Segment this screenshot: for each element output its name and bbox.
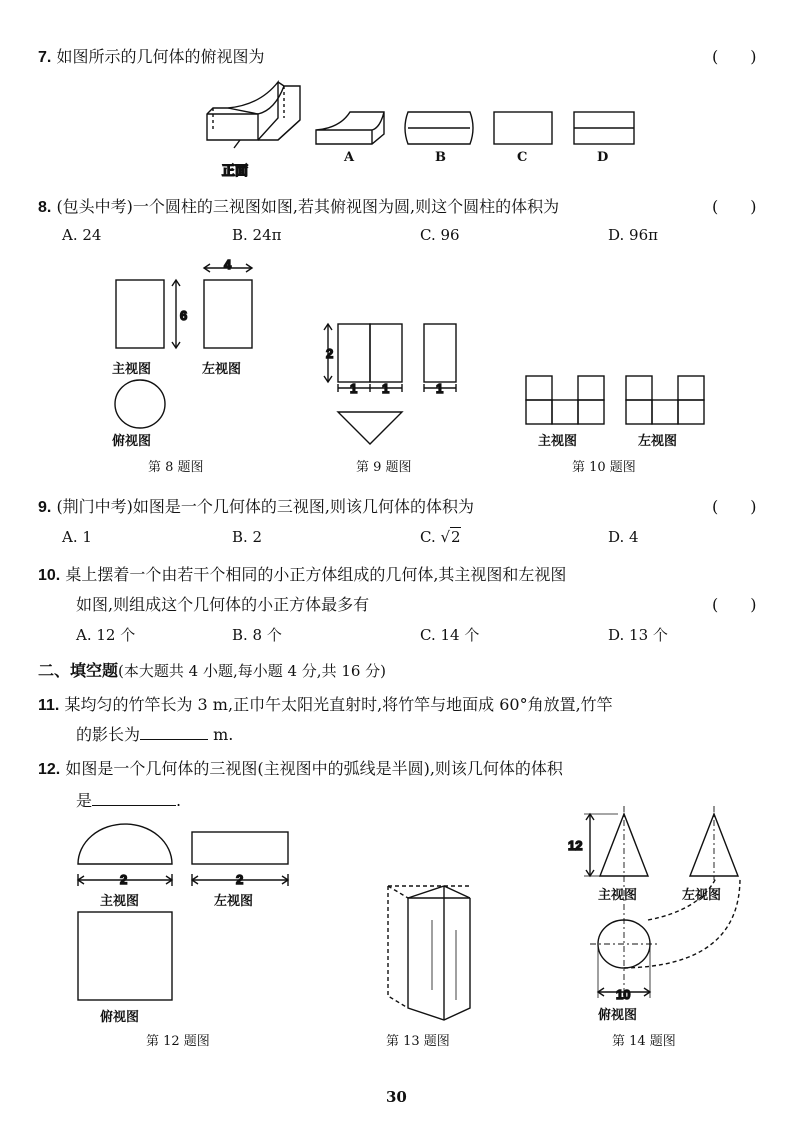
q10-number: 10. xyxy=(38,567,61,584)
q12-number: 12. xyxy=(38,761,61,778)
q7-option-a-figure xyxy=(316,112,384,144)
q12-answer-blank[interactable] xyxy=(92,790,176,806)
q9-option-c-sqrt-sign: √ xyxy=(440,528,451,546)
q9-top-view xyxy=(338,412,402,444)
q8-option-d: D. 96π xyxy=(608,226,658,244)
q12-top-view xyxy=(78,912,172,1000)
q8-answer-paren: ( ) xyxy=(712,197,757,216)
q7-solid-figure xyxy=(207,82,300,148)
q11-stem-pre: 的影长为 xyxy=(76,725,141,744)
q10-text-line1 xyxy=(38,562,566,585)
q8-text xyxy=(38,194,559,217)
q12-caption: 第 12 题图 xyxy=(146,1034,210,1049)
q12-text-line2 xyxy=(76,788,181,811)
q7-option-b-label: B xyxy=(435,150,446,165)
q9-stem: (荆门中考)如图是一个几何体的三视图,则该几何体的体积为 xyxy=(56,497,475,516)
q9-option-a: A. 1 xyxy=(62,528,92,546)
q8-top-view xyxy=(115,380,165,428)
q10-answer-paren: ( ) xyxy=(712,595,757,614)
q8-number: 8. xyxy=(38,199,52,216)
section2-heading xyxy=(38,658,386,681)
q9-option-c xyxy=(420,528,461,546)
q7-number: 7. xyxy=(38,49,52,66)
section2-note: (本大题共 4 小题,每小题 4 分,共 16 分) xyxy=(118,662,387,680)
q7-option-a-label: A xyxy=(344,150,355,165)
q14-caption: 第 14 题图 xyxy=(612,1034,676,1049)
q7-front-label: 正面 xyxy=(222,163,249,178)
q8-option-b: B. 24π xyxy=(232,226,282,244)
q10-front-label: 主视图 xyxy=(538,434,578,449)
q12-dim-front: 2 xyxy=(120,872,128,887)
q14-figure xyxy=(584,806,740,1000)
q14-dim-width: 10 xyxy=(616,987,631,1002)
q8-option-c: C. 96 xyxy=(420,226,460,244)
q14-left-label: 左视图 xyxy=(682,888,722,903)
q11-number: 11. xyxy=(38,697,60,714)
q9-dim-3: 1 xyxy=(436,381,444,396)
q10-stem-line1: 桌上摆着一个由若干个相同的小正方体组成的几何体,其主视图和左视图 xyxy=(65,565,567,584)
q8-left-view xyxy=(204,280,252,348)
q7-stem: 如图所示的几何体的俯视图为 xyxy=(56,47,265,66)
q9-dim-height: 2 xyxy=(326,346,334,361)
q7-answer-paren: ( ) xyxy=(712,47,757,66)
q8-stem: (包头中考)一个圆柱的三视图如图,若其俯视图为圆,则这个圆柱的体积为 xyxy=(56,197,560,216)
q9-option-b: B. 2 xyxy=(232,528,263,546)
q8-dim-width: 4 xyxy=(224,257,232,272)
q12-text-line1 xyxy=(38,756,563,779)
section2-title: 二、填空题 xyxy=(38,661,119,680)
q8-left-label: 左视图 xyxy=(202,362,242,377)
q8-front-label: 主视图 xyxy=(112,362,152,377)
page-number: 30 xyxy=(386,1088,407,1106)
q12-left-label: 左视图 xyxy=(214,894,254,909)
q13-caption: 第 13 题图 xyxy=(386,1034,450,1049)
q9-option-c-sqrt-value: 2 xyxy=(451,528,461,546)
q10-left-label: 左视图 xyxy=(638,434,678,449)
q8-top-label: 俯视图 xyxy=(112,434,152,449)
q7-option-c-label: C xyxy=(517,150,528,165)
q13-prism-figure xyxy=(388,886,470,1020)
q12-stem-post: . xyxy=(176,791,182,810)
q9-text xyxy=(38,494,474,517)
q10-stem-line2: 如图,则组成这个几何体的小正方体最多有 xyxy=(76,595,370,614)
q14-front-label: 主视图 xyxy=(598,888,638,903)
q12-stem-line1: 如图是一个几何体的三视图(主视图中的弧线是半圆),则该几何体的体积 xyxy=(65,759,563,778)
q12-figure xyxy=(78,824,288,1000)
q11-text-line2 xyxy=(76,722,233,745)
q12-front-view xyxy=(78,824,172,864)
q8-caption: 第 8 题图 xyxy=(148,460,204,475)
q8-option-a: A. 24 xyxy=(62,226,102,244)
q10-option-d: D. 13 个 xyxy=(608,626,668,644)
q9-dim-1: 1 xyxy=(350,381,358,396)
q10-figure xyxy=(526,376,704,424)
q12-left-view xyxy=(192,832,288,864)
q9-number: 9. xyxy=(38,499,52,516)
q12-front-label: 主视图 xyxy=(100,894,140,909)
q14-top-label: 俯视图 xyxy=(598,1008,638,1023)
q12-top-label: 俯视图 xyxy=(100,1010,140,1025)
q8-figure xyxy=(115,264,252,428)
q8-front-view xyxy=(116,280,164,348)
q9-answer-paren: ( ) xyxy=(712,497,757,516)
q7-option-c-figure xyxy=(494,112,552,144)
q11-stem-line1: 某均匀的竹竿长为 3 m,正巾午太阳光直射时,将竹竿与地面成 60°角放置,竹竿 xyxy=(64,695,613,714)
q14-dim-height: 12 xyxy=(568,838,583,853)
q10-option-c: C. 14 个 xyxy=(420,626,480,644)
q8-dim-height: 6 xyxy=(180,308,188,323)
q11-answer-blank[interactable] xyxy=(140,724,208,740)
q9-option-c-prefix: C. xyxy=(420,528,441,546)
q10-option-a: A. 12 个 xyxy=(76,626,136,644)
q9-dim-2: 1 xyxy=(382,381,390,396)
q11-stem-post: m. xyxy=(208,725,234,744)
q12-stem-pre: 是 xyxy=(76,791,93,810)
q7-option-b-figure xyxy=(405,112,473,144)
q9-caption: 第 9 题图 xyxy=(356,460,412,475)
q10-caption: 第 10 题图 xyxy=(572,460,636,475)
q10-option-b: B. 8 个 xyxy=(232,626,282,644)
q11-text-line1 xyxy=(38,692,613,715)
q9-option-d: D. 4 xyxy=(608,528,639,546)
q12-dim-left: 2 xyxy=(236,872,244,887)
q7-option-d-figure xyxy=(574,112,634,144)
q7-option-d-label: D xyxy=(597,150,609,165)
